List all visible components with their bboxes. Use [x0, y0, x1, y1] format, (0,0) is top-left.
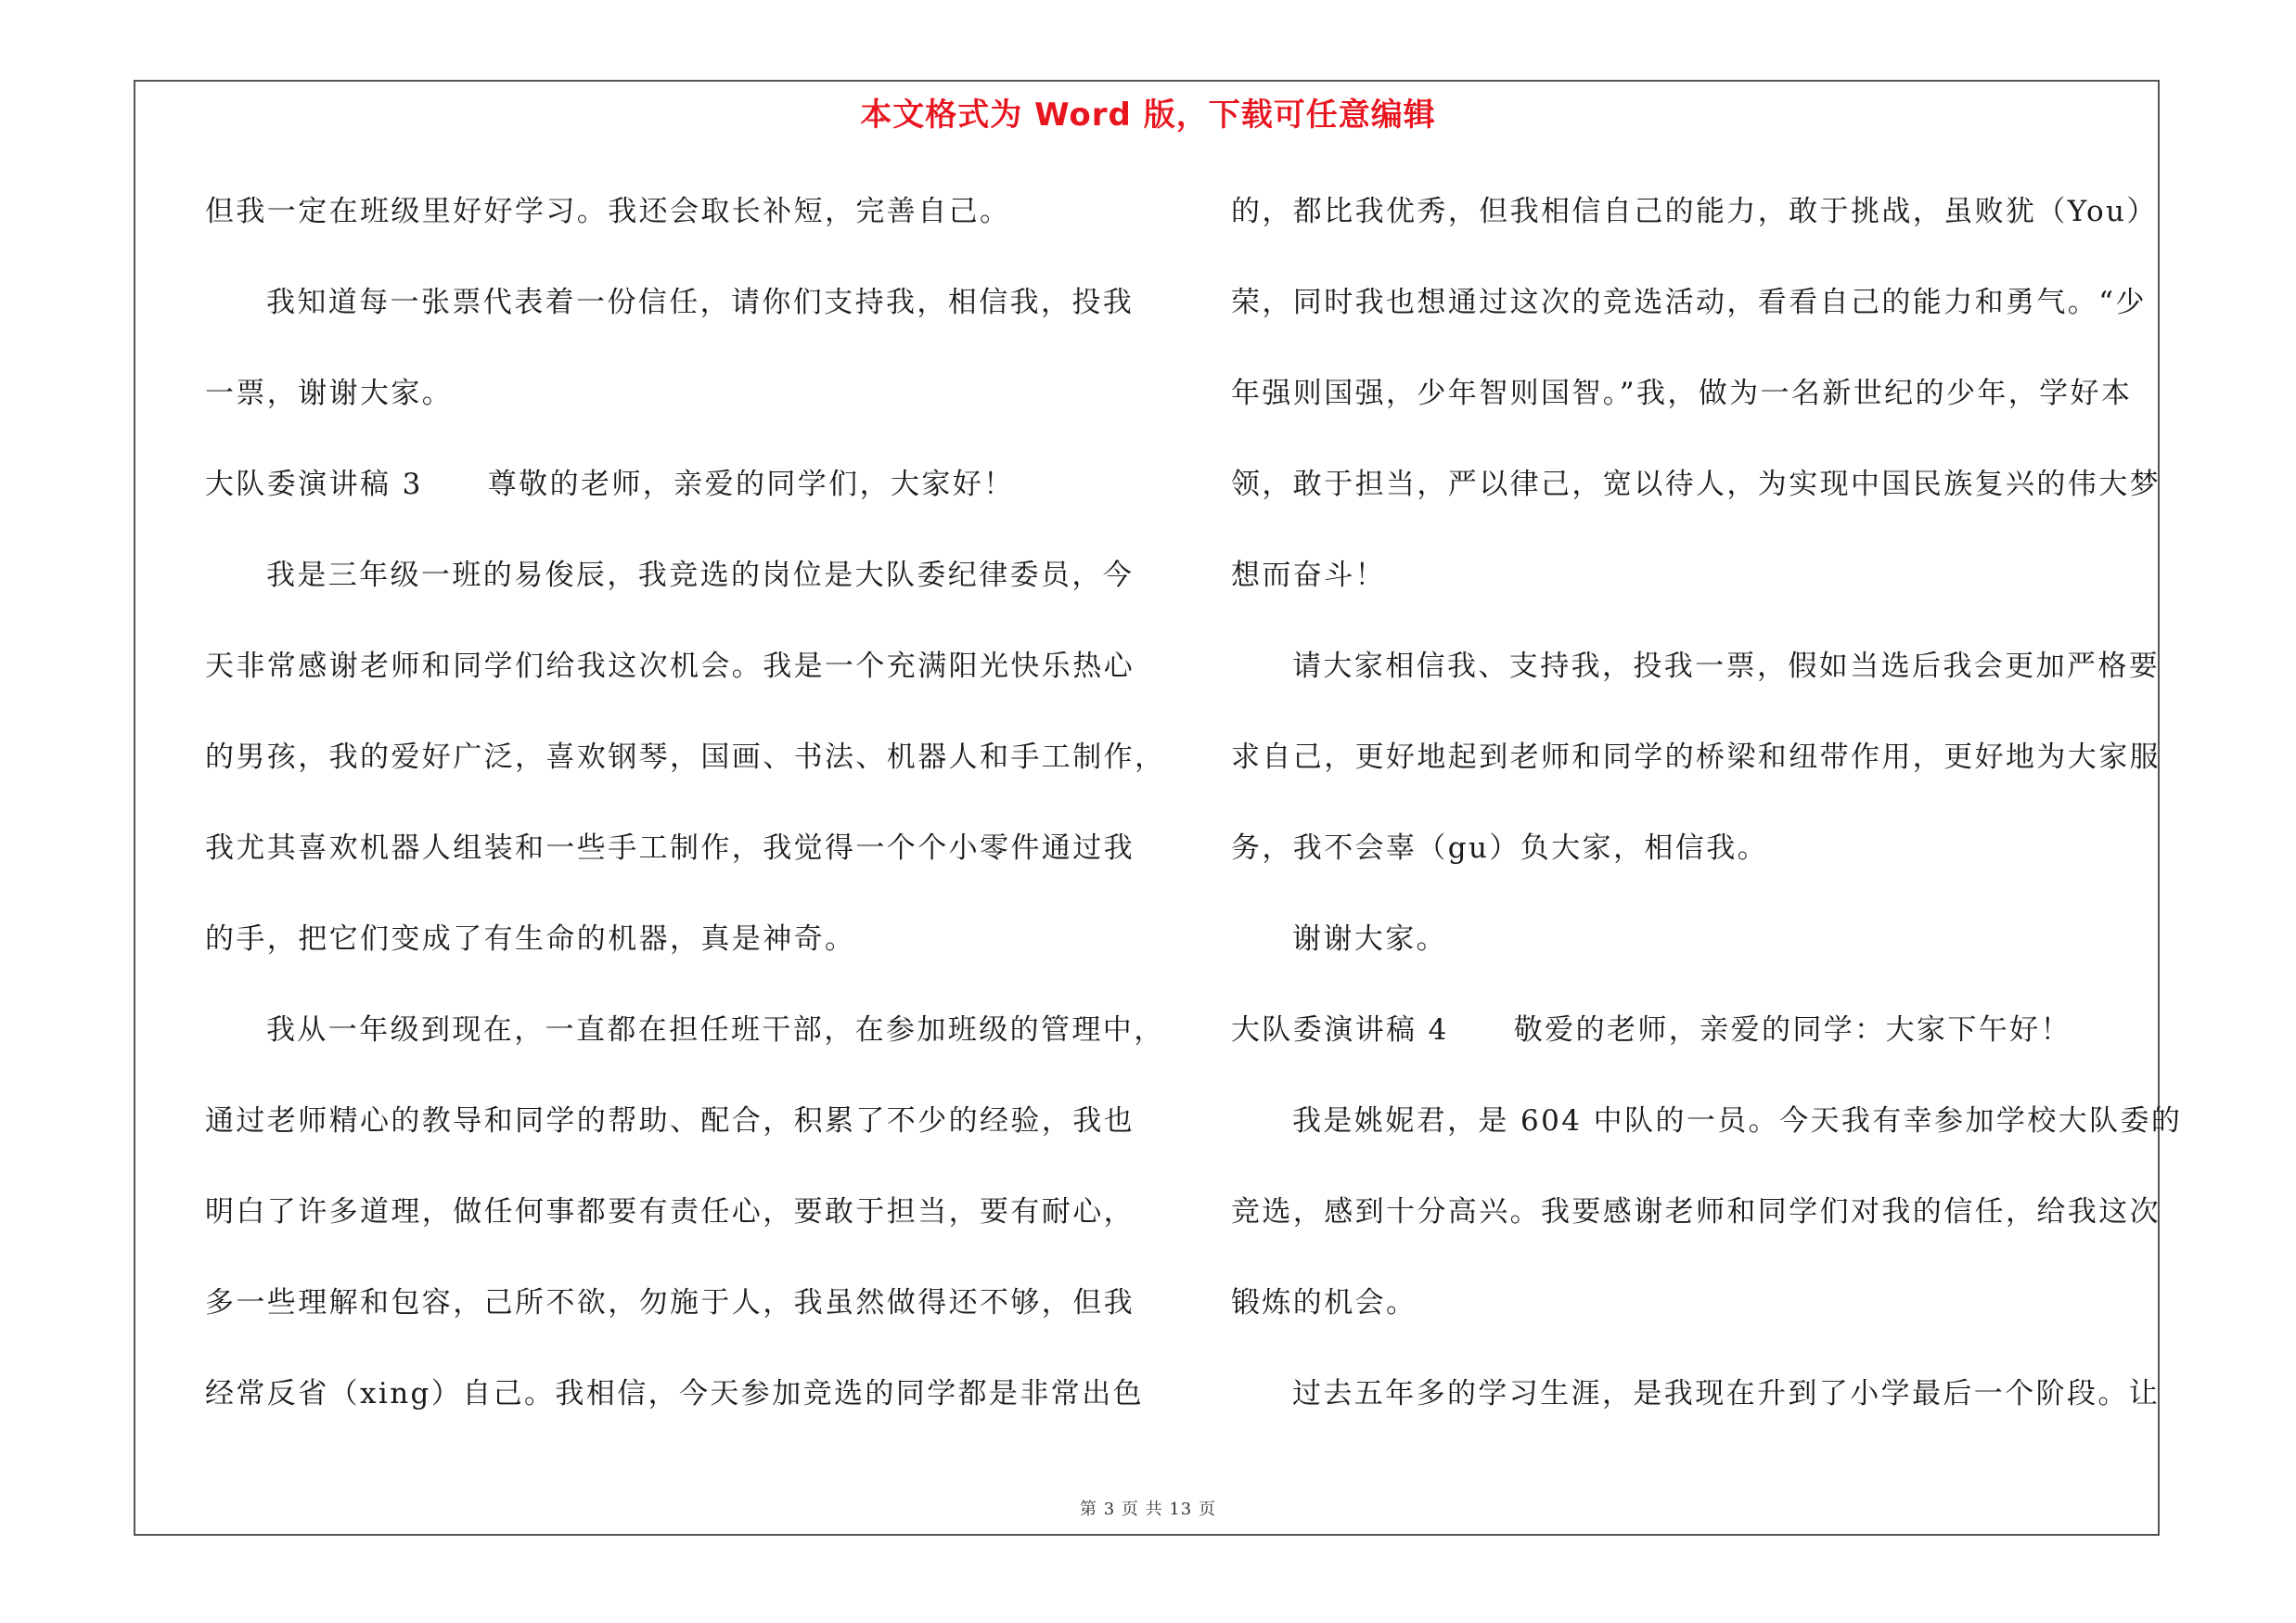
text-line: 的手，把它们变成了有生命的机器，真是神奇。 [205, 922, 856, 956]
text-line: 谢谢大家。 [1292, 922, 1447, 956]
text-line: 天非常感谢老师和同学们给我这次机会。我是一个充满阳光快乐热心 [205, 650, 1135, 683]
section-greeting: 尊敬的老师，亲爱的同学们，大家好！ [487, 468, 1015, 501]
left-column [205, 182, 1166, 1455]
text-line: 的，都比我优秀，但我相信自己的能力，敢于挑战，虽败犹（You） [1231, 195, 2158, 228]
text-line: 但我一定在班级里好好学习。我还会取长补短，完善自己。 [205, 195, 1011, 228]
right-column [1231, 182, 2183, 1455]
section-heading [205, 455, 1133, 546]
text-line: 经常反省（xing）自己。我相信，今天参加竞选的同学都是非常出色 [205, 1377, 1145, 1410]
text-line: 我尤其喜欢机器人组装和一些手工制作，我觉得一个个小零件通过我 [205, 831, 1135, 865]
text-line: 过去五年多的学习生涯，是我现在升到了小学最后一个阶段。让 [1292, 1377, 2161, 1410]
text-line: 请大家相信我、支持我，投我一票，假如当选后我会更加严格要 [1292, 650, 2161, 683]
text-line: 求自己，更好地起到老师和同学的桥梁和纽带作用，更好地为大家服 [1231, 741, 2161, 774]
text-line: 务，我不会辜（gu）负大家，相信我。 [1231, 831, 1769, 865]
text-line: 年强则国强，少年智则国智。”我，做为一名新世纪的少年，学好本 [1231, 377, 2133, 410]
section-greeting: 敬爱的老师，亲爱的同学：大家下午好！ [1513, 1013, 2072, 1047]
text-line: 的男孩，我的爱好广泛，喜欢钢琴，国画、书法、机器人和手工制作， [205, 741, 1166, 774]
text-line: 我是姚妮君，是 604 中队的一员。今天我有幸参加学校大队委的 [1292, 1104, 2183, 1138]
section-title: 大队委演讲稿 3 [205, 468, 423, 501]
format-banner: 本文格式为 Word 版，下载可任意编辑 [860, 97, 1436, 134]
text-line: 通过老师精心的教导和同学的帮助、配合，积累了不少的经验，我也 [205, 1104, 1135, 1138]
text-line: 多一些理解和包容，己所不欲，勿施于人，我虽然做得还不够，但我 [205, 1286, 1135, 1320]
text-line: 想而奋斗！ [1231, 559, 1386, 592]
text-line: 一票，谢谢大家。 [205, 377, 454, 410]
text-line: 明白了许多道理，做任何事都要有责任心，要敢于担当，要有耐心， [205, 1195, 1135, 1229]
text-line: 我知道每一张票代表着一份信任，请你们支持我，相信我，投我 [266, 286, 1135, 319]
text-line: 竞选，感到十分高兴。我要感谢老师和同学们对我的信任，给我这次 [1231, 1195, 2161, 1229]
section-heading [1231, 1000, 2159, 1091]
text-line: 领，敢于担当，严以律己，宽以待人，为实现中国民族复兴的伟大梦 [1231, 468, 2161, 501]
text-line: 我是三年级一班的易俊辰，我竞选的岗位是大队委纪律委员，今 [266, 559, 1135, 592]
page-footer: 第 3 页 共 13 页 [1080, 1500, 1216, 1519]
text-line: 荣，同时我也想通过这次的竞选活动，看看自己的能力和勇气。“少 [1231, 286, 2147, 319]
text-line: 锻炼的机会。 [1231, 1286, 1417, 1320]
section-title: 大队委演讲稿 4 [1231, 1013, 1449, 1047]
text-line: 我从一年级到现在，一直都在担任班干部，在参加班级的管理中， [266, 1013, 1165, 1047]
